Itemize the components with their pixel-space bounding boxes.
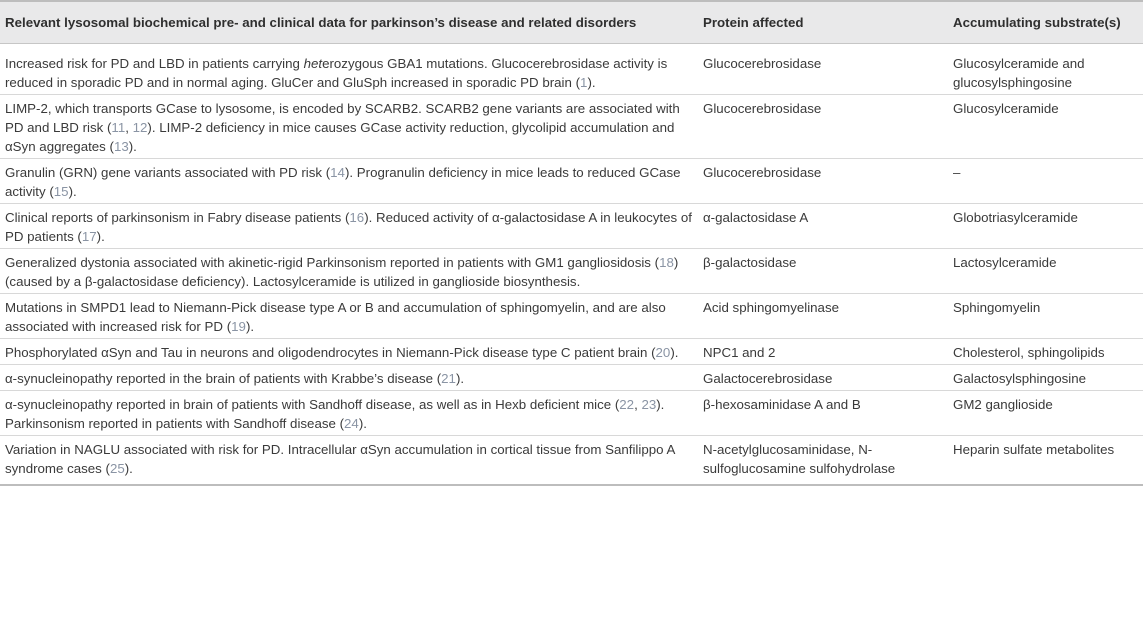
cell-accumulating-substrate: Lactosylceramide <box>948 249 1143 294</box>
cell-text: ). <box>670 345 679 360</box>
table-row <box>0 339 1143 365</box>
cell-clinical-data <box>0 365 698 391</box>
cell-text: Increased risk for PD and LBD in patients carrying <box>5 56 304 71</box>
cell-text: erozygous GBA1 mutations. Glucocerebrosidase activity is reduced in sporadic PD and in normal aging. GluCer and GluSph increased in sporadic PD brain ( <box>5 56 668 90</box>
cell-protein-affected: Galactocerebrosidase <box>698 365 948 391</box>
citation-link[interactable]: 13 <box>113 139 129 154</box>
cell-text: ). <box>128 139 137 154</box>
citation-link[interactable]: 20 <box>655 345 671 360</box>
cell-clinical-data <box>0 44 698 95</box>
table-row <box>0 391 1143 436</box>
cell-protein-affected: Glucocerebrosidase <box>698 159 948 204</box>
cell-text: LIMP-2, which transports GCase to lysosome, is encoded by SCARB2. SCARB2 gene variants are associated with PD and LBD risk ( <box>5 101 680 135</box>
cell-accumulating-substrate: Glucosylceramide <box>948 95 1143 159</box>
header-row <box>0 1 1143 44</box>
cell-protein-affected: α-galactosidase A <box>698 204 948 249</box>
cell-accumulating-substrate: – <box>948 159 1143 204</box>
cell-protein-affected: NPC1 and 2 <box>698 339 948 365</box>
cell-text: , <box>634 397 642 412</box>
cell-text: ) (caused by a β-galactosidase deficiency). Lactosylceramide is utilized in ganglioside biosynthesis. <box>5 255 679 289</box>
cell-clinical-data <box>0 95 698 159</box>
cell-protein-affected: Glucocerebrosidase <box>698 44 948 95</box>
table-row <box>0 365 1143 391</box>
citation-link[interactable]: 25 <box>109 461 125 476</box>
table-row <box>0 159 1143 204</box>
cell-text: ). <box>68 184 77 199</box>
cell-accumulating-substrate: Cholesterol, sphingolipids <box>948 339 1143 365</box>
cell-protein-affected: β-galactosidase <box>698 249 948 294</box>
cell-accumulating-substrate: Glucosylceramide and glucosylsphingosine <box>948 44 1143 95</box>
citation-link[interactable]: 19 <box>231 319 246 334</box>
table-body <box>0 44 1143 486</box>
cell-accumulating-substrate: Sphingomyelin <box>948 294 1143 339</box>
cell-text: Phosphorylated αSyn and Tau in neurons and oligodendrocytes in Niemann-Pick disease type C patient brain ( <box>5 345 656 360</box>
citation-link[interactable]: 22 <box>619 397 635 412</box>
cell-protein-affected: Glucocerebrosidase <box>698 95 948 159</box>
cell-text: ). <box>455 371 465 386</box>
cell-text: ). Parkinsonism reported in patients with Sandhoff disease ( <box>5 397 665 431</box>
cell-clinical-data <box>0 391 698 436</box>
cell-text: Clinical reports of parkinsonism in Fabry disease patients ( <box>5 210 350 225</box>
table-row <box>0 204 1143 249</box>
cell-text: ). Reduced activity of α-galactosidase A in leukocytes of PD patients ( <box>5 210 692 244</box>
table-row <box>0 436 1143 486</box>
cell-protein-affected: N-acetylglucosaminidase, N-sulfoglucosamine sulfohydrolase <box>698 436 948 486</box>
cell-text: ). <box>124 461 133 476</box>
citation-link[interactable]: 18 <box>659 255 674 270</box>
cell-clinical-data <box>0 249 698 294</box>
cell-text: α-synucleinopathy reported in the brain of patients with Krabbe’s disease ( <box>5 371 442 386</box>
cell-clinical-data <box>0 294 698 339</box>
citation-link[interactable]: 15 <box>53 184 69 199</box>
header-protein-affected: Protein affected <box>698 1 948 44</box>
cell-text: Mutations in SMPD1 lead to Niemann-Pick disease type A or B and accumulation of sphingomyelin, and are also associated with increased risk for PD ( <box>5 300 666 334</box>
cell-accumulating-substrate: GM2 ganglioside <box>948 391 1143 436</box>
citation-link[interactable]: 24 <box>344 416 359 431</box>
citation-link[interactable]: 17 <box>81 229 97 244</box>
italic-text: het <box>303 56 323 71</box>
cell-text: ). Progranulin deficiency in mice leads to reduced GCase activity ( <box>5 165 681 199</box>
table-row <box>0 95 1143 159</box>
cell-clinical-data <box>0 436 698 486</box>
cell-accumulating-substrate: Heparin sulfate metabolites <box>948 436 1143 486</box>
citation-link[interactable]: 23 <box>641 397 657 412</box>
cell-text: Variation in NAGLU associated with risk for PD. Intracellular αSyn accumulation in cortical tissue from Sanfilippo A syndrome cases ( <box>5 442 675 476</box>
cell-text: ). <box>358 416 367 431</box>
citation-link[interactable]: 14 <box>330 165 345 180</box>
cell-accumulating-substrate: Globotriasylceramide <box>948 204 1143 249</box>
citation-link[interactable]: 16 <box>349 210 365 225</box>
table-row <box>0 294 1143 339</box>
cell-clinical-data <box>0 159 698 204</box>
citation-link[interactable]: 12 <box>132 120 148 135</box>
header-accumulating-substrate: Accumulating substrate(s) <box>948 1 1143 44</box>
cell-text: ). <box>96 229 105 244</box>
cell-text: , <box>125 120 133 135</box>
citation-link[interactable]: 21 <box>441 371 456 386</box>
cell-text: ). <box>587 75 596 90</box>
cell-text: ). <box>245 319 255 334</box>
cell-clinical-data <box>0 204 698 249</box>
cell-clinical-data <box>0 339 698 365</box>
cell-text: Generalized dystonia associated with akinetic-rigid Parkinsonism reported in patients with GM1 gangliosidosis ( <box>5 255 660 270</box>
cell-text: Granulin (GRN) gene variants associated with PD risk ( <box>5 165 331 180</box>
citation-link[interactable]: 11 <box>111 120 126 135</box>
cell-accumulating-substrate: Galactosylsphingosine <box>948 365 1143 391</box>
table-header <box>0 1 1143 44</box>
table-row <box>0 249 1143 294</box>
cell-text: α-synucleinopathy reported in brain of patients with Sandhoff disease, as well as in Hexb deficient mice ( <box>5 397 620 412</box>
header-clinical-data: Relevant lysosomal biochemical pre- and clinical data for parkinson’s disease and related disorders <box>0 1 698 44</box>
table-row <box>0 44 1143 95</box>
cell-protein-affected: β-hexosaminidase A and B <box>698 391 948 436</box>
cell-text: ). LIMP-2 deficiency in mice causes GCase activity reduction, glycolipid accumulation and αSyn aggregates ( <box>5 120 675 154</box>
citation-link[interactable]: 1 <box>580 75 588 90</box>
cell-protein-affected: Acid sphingomyelinase <box>698 294 948 339</box>
